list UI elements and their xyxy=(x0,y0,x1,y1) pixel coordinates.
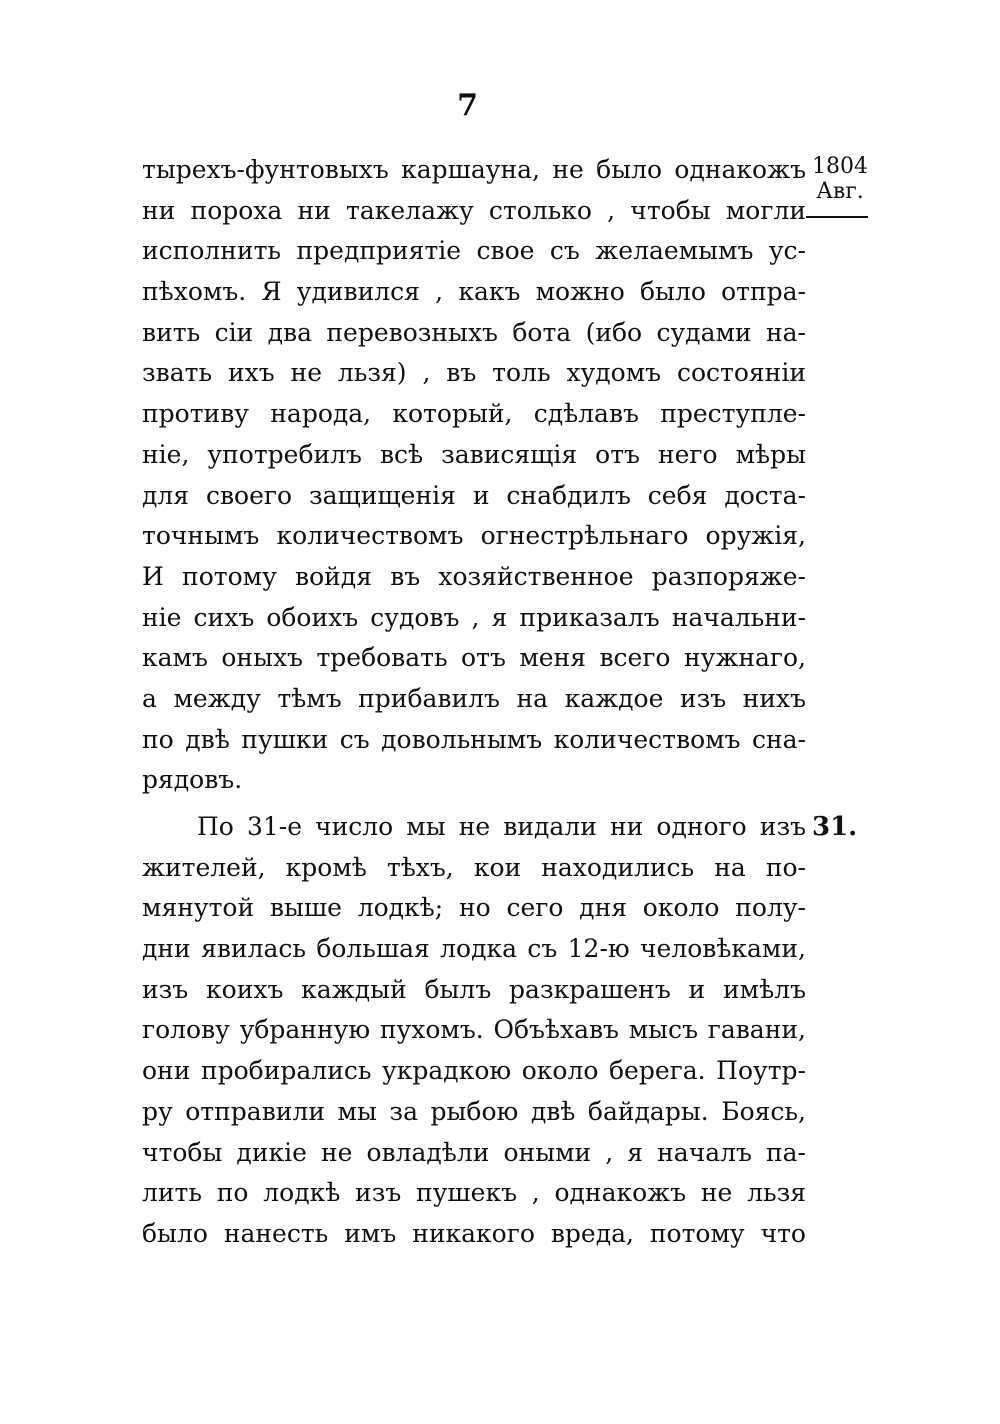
text-line: пѣхомъ. Я удивился , какъ можно было отпра- xyxy=(142,277,806,307)
text-line: рядовъ. xyxy=(142,765,243,795)
margin-year: 1804 xyxy=(812,154,868,179)
text-line: а между тѣмъ прибавилъ на каждое изъ нихъ xyxy=(142,683,806,713)
text-line: камъ оныхъ требовать отъ меня всего нужнаго, xyxy=(142,643,806,673)
text-line: ніе сихъ обоихъ судовъ , я приказалъ начальни- xyxy=(142,602,806,632)
margin-day: 31. xyxy=(812,812,858,842)
text-line: жителей, кромѣ тѣхъ, кои находились на по- xyxy=(142,852,806,882)
text-line: точнымъ количествомъ огнестрѣльнаго оружія, xyxy=(142,521,806,551)
text-line: противу народа, который, сдѣлавъ преступле- xyxy=(142,399,806,429)
text-line: ніе, употребилъ всѣ зависящія отъ него мѣры xyxy=(142,439,806,469)
text-line: мянутой выше лодкѣ; но сего дня около полу- xyxy=(142,893,806,923)
text-line: было нанесть имъ никакого вреда, потому что xyxy=(142,1218,806,1248)
text-line: голову убранную пухомъ. Объѣхавъ мысъ гавани, xyxy=(142,1015,806,1045)
text-line: для своего защищенія и снабдилъ себя доста- xyxy=(142,480,806,510)
text-line: И потому войдя въ хозяйственное разпоряже- xyxy=(142,561,806,591)
body-text xyxy=(142,150,806,1255)
margin-rule xyxy=(806,216,868,218)
text-line: тырехъ-фунтовыхъ каршауна, не было однакожъ xyxy=(142,155,806,184)
text-line: изъ коихъ каждый былъ разкрашенъ и имѣлъ xyxy=(142,974,806,1004)
margin-month: Авг. xyxy=(816,179,864,204)
text-line: По 31-е число мы не видали ни одного изъ xyxy=(197,812,806,841)
text-line: исполнить предприятіе свое съ желаемымъ ус- xyxy=(142,236,806,266)
text-line: чтобы дикіе не овладѣли оными , я началъ па- xyxy=(142,1137,806,1167)
text-line: ру отправили мы за рыбою двѣ байдары. Боясь, xyxy=(142,1096,806,1126)
text-line: ни пороха ни такелажу столько , чтобы могли xyxy=(142,195,806,225)
text-line: лить по лодкѣ изъ пушекъ , однакожъ не льзя xyxy=(142,1178,806,1208)
text-line: они пробирались украдкою около берега. Поутр- xyxy=(142,1056,806,1086)
page-number: 7 xyxy=(457,88,478,123)
text-line: по двѣ пушки съ довольнымъ количествомъ сна- xyxy=(142,724,806,754)
text-line: дни явилась большая лодка съ 12-ю человѣками, xyxy=(142,934,806,964)
text-line: звать ихъ не льзя) , въ толь худомъ состояніи xyxy=(142,358,806,388)
text-line: вить сіи два перевозныхъ бота (ибо судами на- xyxy=(142,317,806,347)
